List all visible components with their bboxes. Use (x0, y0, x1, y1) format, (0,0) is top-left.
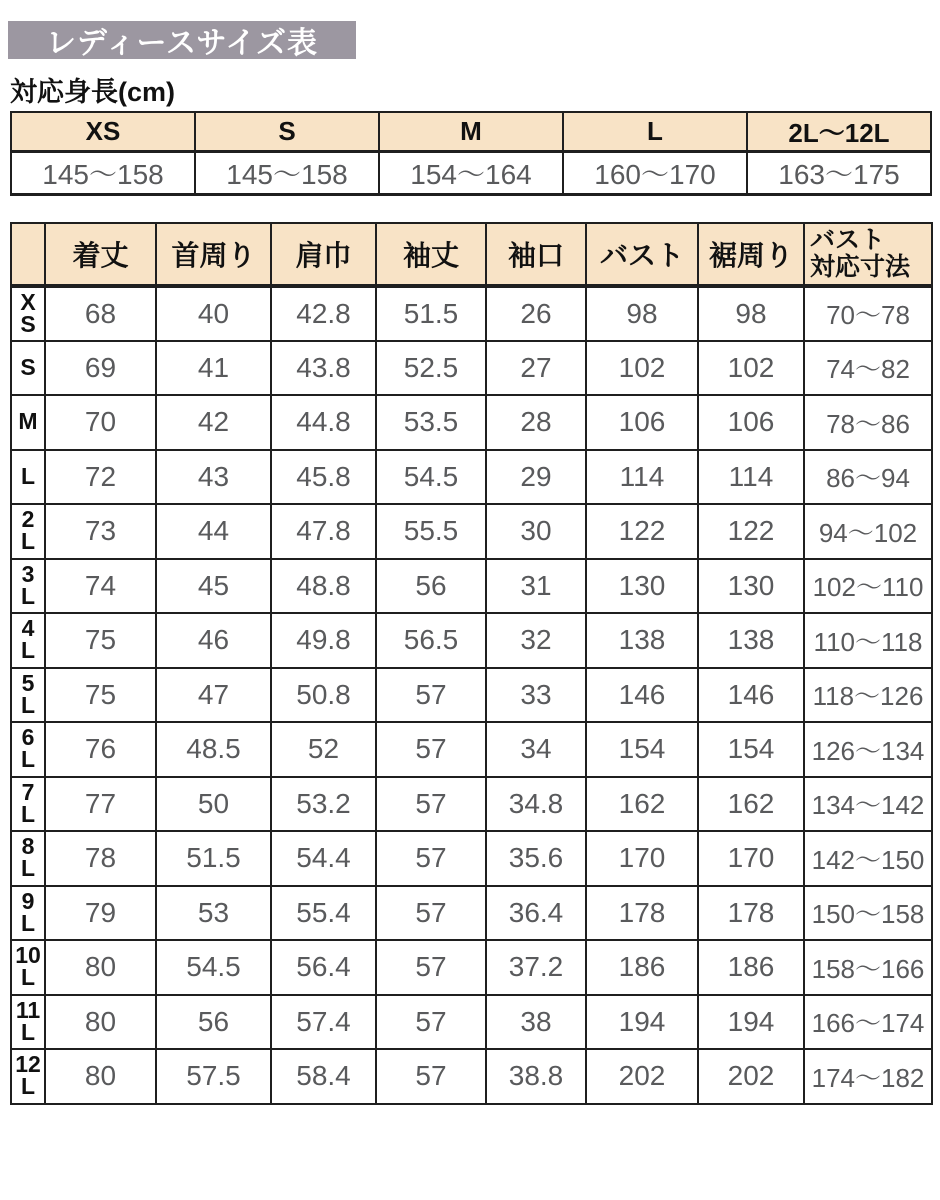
size-col-header-bust-range (804, 223, 932, 286)
size-row-label (11, 395, 45, 450)
size-row-label-line: L (20, 909, 36, 936)
size-row-label (11, 886, 45, 941)
height-table-header-row (11, 112, 931, 152)
table-row (11, 395, 932, 450)
size-value-cell: 43 (156, 450, 271, 505)
table-row (11, 777, 932, 832)
size-value-cell: 57 (376, 831, 486, 886)
table-row (11, 504, 932, 559)
size-value-cell: 202 (698, 1049, 804, 1104)
size-row-label-line: X (20, 288, 36, 315)
size-value-cell: 35.6 (486, 831, 586, 886)
size-value-cell: 57.4 (271, 995, 376, 1050)
size-value-cell: 77 (45, 777, 156, 832)
size-value-cell: 130 (698, 559, 804, 614)
size-value-cell: 138 (586, 613, 698, 668)
table-row (11, 613, 932, 668)
size-value-cell: 138 (698, 613, 804, 668)
size-value-cell: 78〜86 (804, 395, 932, 450)
size-value-cell: 33 (486, 668, 586, 723)
size-value-cell: 57 (376, 886, 486, 941)
size-value-cell: 178 (698, 886, 804, 941)
size-value-cell: 34 (486, 722, 586, 777)
size-value-cell: 69 (45, 341, 156, 396)
size-value-cell: 76 (45, 722, 156, 777)
height-value-cell: 145〜158 (195, 152, 379, 195)
size-value-cell: 75 (45, 613, 156, 668)
size-value-cell: 28 (486, 395, 586, 450)
size-row-label-line: L (20, 800, 36, 827)
height-col-header: 2L〜12L (747, 112, 931, 152)
size-value-cell: 170 (586, 831, 698, 886)
size-col-header: バスト (586, 223, 698, 286)
size-row-label (11, 341, 45, 396)
size-value-cell: 50.8 (271, 668, 376, 723)
size-value-cell: 80 (45, 940, 156, 995)
size-value-cell: 27 (486, 341, 586, 396)
size-value-cell: 72 (45, 450, 156, 505)
size-row-label-line: L (20, 1018, 36, 1045)
table-row (11, 668, 932, 723)
size-value-cell: 55.4 (271, 886, 376, 941)
size-row-label-line: L (20, 637, 36, 664)
size-value-cell: 78 (45, 831, 156, 886)
size-value-cell: 32 (486, 613, 586, 668)
size-col-header: 着丈 (45, 223, 156, 286)
size-value-cell: 79 (45, 886, 156, 941)
size-value-cell: 34.8 (486, 777, 586, 832)
size-value-cell: 86〜94 (804, 450, 932, 505)
size-row-label-line: 10 (15, 942, 41, 969)
size-row-label (11, 777, 45, 832)
size-row-label-line: 8 (21, 833, 35, 860)
size-row-label-line: L (20, 462, 36, 489)
size-value-cell: 98 (698, 286, 804, 341)
size-value-cell: 178 (586, 886, 698, 941)
size-table-corner (11, 223, 45, 286)
size-row-label-line: S (20, 310, 36, 337)
size-row-label-line: L (20, 582, 36, 609)
size-value-cell: 73 (45, 504, 156, 559)
size-value-cell: 45 (156, 559, 271, 614)
size-value-cell: 75 (45, 668, 156, 723)
size-col-header: 肩巾 (271, 223, 376, 286)
size-row-label-line: L (20, 1073, 36, 1100)
size-value-cell: 74〜82 (804, 341, 932, 396)
size-row-label (11, 668, 45, 723)
size-value-cell: 146 (586, 668, 698, 723)
size-row-label (11, 613, 45, 668)
size-value-cell: 80 (45, 995, 156, 1050)
bust-range-header-line: バスト (810, 225, 886, 254)
size-value-cell: 114 (586, 450, 698, 505)
size-value-cell: 74 (45, 559, 156, 614)
size-value-cell: 48.5 (156, 722, 271, 777)
size-value-cell: 146 (698, 668, 804, 723)
size-value-cell: 46 (156, 613, 271, 668)
size-row-label (11, 450, 45, 505)
size-value-cell: 47 (156, 668, 271, 723)
size-value-cell: 43.8 (271, 341, 376, 396)
size-value-cell: 70 (45, 395, 156, 450)
size-value-cell: 122 (698, 504, 804, 559)
size-value-cell: 37.2 (486, 940, 586, 995)
size-col-header: 袖口 (486, 223, 586, 286)
size-value-cell: 47.8 (271, 504, 376, 559)
size-row-label-line: M (18, 408, 38, 435)
size-value-cell: 53.2 (271, 777, 376, 832)
size-value-cell: 166〜174 (804, 995, 932, 1050)
height-col-header: M (379, 112, 563, 152)
height-value-cell: 160〜170 (563, 152, 747, 195)
size-col-header: 裾周り (698, 223, 804, 286)
table-row (11, 995, 932, 1050)
height-col-header: S (195, 112, 379, 152)
table-row (11, 722, 932, 777)
size-value-cell: 55.5 (376, 504, 486, 559)
size-row-label-line: L (20, 964, 36, 991)
size-value-cell: 130 (586, 559, 698, 614)
size-value-cell: 38 (486, 995, 586, 1050)
size-value-cell: 54.5 (156, 940, 271, 995)
table-row (11, 1049, 932, 1104)
page-title: レディースサイズ表 (8, 21, 356, 59)
size-row-label-line: 11 (15, 996, 41, 1023)
size-value-cell: 44.8 (271, 395, 376, 450)
height-col-header: XS (11, 112, 195, 152)
height-table (10, 111, 932, 196)
size-value-cell: 56.5 (376, 613, 486, 668)
size-value-cell: 102 (698, 341, 804, 396)
size-value-cell: 57 (376, 940, 486, 995)
size-value-cell: 186 (698, 940, 804, 995)
size-value-cell: 158〜166 (804, 940, 932, 995)
size-value-cell: 57 (376, 777, 486, 832)
size-value-cell: 51.5 (156, 831, 271, 886)
size-value-cell: 106 (586, 395, 698, 450)
size-value-cell: 56.4 (271, 940, 376, 995)
size-value-cell: 29 (486, 450, 586, 505)
size-row-label-line: S (20, 353, 36, 380)
size-row-label (11, 286, 45, 341)
size-value-cell: 174〜182 (804, 1049, 932, 1104)
size-table-body (11, 286, 932, 1104)
size-value-cell: 57 (376, 668, 486, 723)
size-value-cell: 57 (376, 1049, 486, 1104)
size-row-label (11, 559, 45, 614)
size-value-cell: 80 (45, 1049, 156, 1104)
table-row (11, 831, 932, 886)
size-value-cell: 122 (586, 504, 698, 559)
table-row (11, 940, 932, 995)
size-value-cell: 118〜126 (804, 668, 932, 723)
size-value-cell: 56 (156, 995, 271, 1050)
size-row-label-line: 4 (21, 615, 35, 642)
height-table-value-row (11, 152, 931, 195)
size-value-cell: 53.5 (376, 395, 486, 450)
size-value-cell: 106 (698, 395, 804, 450)
size-value-cell: 50 (156, 777, 271, 832)
size-row-label (11, 722, 45, 777)
size-value-cell: 31 (486, 559, 586, 614)
size-value-cell: 44 (156, 504, 271, 559)
size-value-cell: 150〜158 (804, 886, 932, 941)
table-row (11, 886, 932, 941)
size-value-cell: 42 (156, 395, 271, 450)
size-row-label-line: 2 (21, 506, 35, 533)
size-row-label-line: L (20, 691, 36, 718)
size-row-label (11, 831, 45, 886)
size-value-cell: 26 (486, 286, 586, 341)
size-row-label-line: L (20, 855, 36, 882)
size-value-cell: 45.8 (271, 450, 376, 505)
size-value-cell: 170 (698, 831, 804, 886)
size-value-cell: 56 (376, 559, 486, 614)
size-value-cell: 202 (586, 1049, 698, 1104)
size-value-cell: 38.8 (486, 1049, 586, 1104)
size-col-header: 首周り (156, 223, 271, 286)
size-row-label-line: 12 (15, 1051, 41, 1078)
height-col-header: L (563, 112, 747, 152)
size-table (10, 222, 933, 1105)
size-value-cell: 194 (586, 995, 698, 1050)
size-value-cell: 57 (376, 722, 486, 777)
size-value-cell: 98 (586, 286, 698, 341)
height-table-caption: 対応身長(cm) (10, 77, 176, 107)
size-value-cell: 154 (698, 722, 804, 777)
table-row (11, 450, 932, 505)
table-row (11, 286, 932, 341)
size-value-cell: 42.8 (271, 286, 376, 341)
size-value-cell: 52 (271, 722, 376, 777)
size-row-label (11, 940, 45, 995)
size-value-cell: 110〜118 (804, 613, 932, 668)
size-value-cell: 194 (698, 995, 804, 1050)
size-value-cell: 57.5 (156, 1049, 271, 1104)
size-value-cell: 49.8 (271, 613, 376, 668)
size-value-cell: 142〜150 (804, 831, 932, 886)
size-value-cell: 102 (586, 341, 698, 396)
size-value-cell: 36.4 (486, 886, 586, 941)
size-value-cell: 57 (376, 995, 486, 1050)
size-row-label-line: 9 (21, 887, 35, 914)
size-value-cell: 53 (156, 886, 271, 941)
size-value-cell: 58.4 (271, 1049, 376, 1104)
size-row-label-line: 3 (21, 560, 35, 587)
size-value-cell: 40 (156, 286, 271, 341)
size-value-cell: 102〜110 (804, 559, 932, 614)
size-value-cell: 54.4 (271, 831, 376, 886)
size-value-cell: 52.5 (376, 341, 486, 396)
size-row-label-line: 7 (21, 778, 35, 805)
size-row-label-line: 5 (21, 669, 35, 696)
size-value-cell: 54.5 (376, 450, 486, 505)
size-row-label (11, 504, 45, 559)
size-value-cell: 51.5 (376, 286, 486, 341)
table-row (11, 559, 932, 614)
size-value-cell: 41 (156, 341, 271, 396)
size-row-label (11, 995, 45, 1050)
size-value-cell: 114 (698, 450, 804, 505)
size-value-cell: 68 (45, 286, 156, 341)
size-table-header-row (11, 223, 932, 286)
size-value-cell: 70〜78 (804, 286, 932, 341)
size-value-cell: 48.8 (271, 559, 376, 614)
size-value-cell: 134〜142 (804, 777, 932, 832)
height-value-cell: 154〜164 (379, 152, 563, 195)
height-value-cell: 163〜175 (747, 152, 931, 195)
size-value-cell: 126〜134 (804, 722, 932, 777)
size-value-cell: 162 (586, 777, 698, 832)
size-col-header: 袖丈 (376, 223, 486, 286)
table-row (11, 341, 932, 396)
size-row-label-line: L (20, 746, 36, 773)
size-value-cell: 162 (698, 777, 804, 832)
size-value-cell: 154 (586, 722, 698, 777)
height-value-cell: 145〜158 (11, 152, 195, 195)
size-value-cell: 186 (586, 940, 698, 995)
size-row-label-line: L (20, 528, 36, 555)
size-value-cell: 94〜102 (804, 504, 932, 559)
size-value-cell: 30 (486, 504, 586, 559)
bust-range-header-line: 対応寸法 (810, 253, 911, 281)
size-row-label-line: 6 (21, 724, 35, 751)
size-row-label (11, 1049, 45, 1104)
